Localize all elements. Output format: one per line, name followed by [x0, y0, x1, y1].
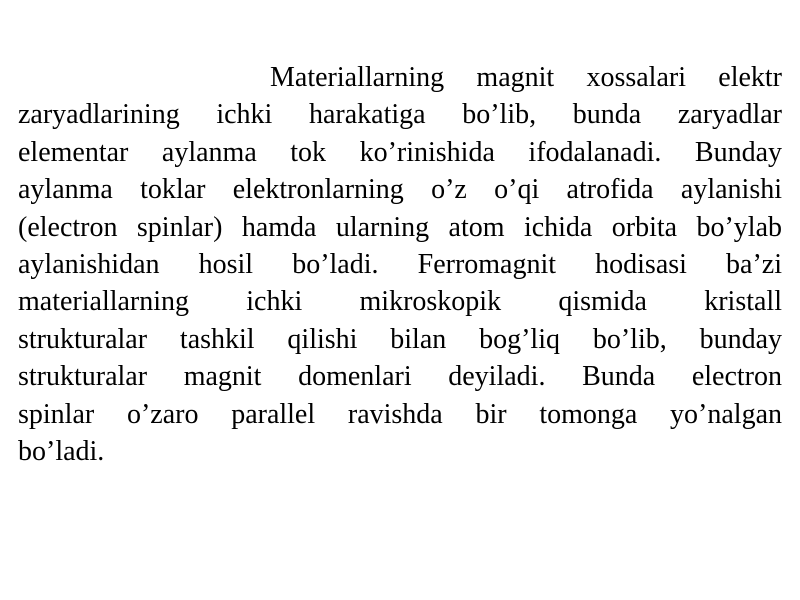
paragraph-line: elementar aylanma tok ko’rinishida ifodalanadi. Bunday — [18, 136, 782, 168]
paragraph-line: zaryadlarining ichki harakatiga bo’lib, bunda zaryadlar — [18, 99, 782, 131]
paragraph-line: aylanma toklar elektronlarning o’z o’qi atrofida aylanishi — [18, 174, 782, 206]
paragraph-line: (electron spinlar) hamda ularning atom ichida orbita bo’ylab — [18, 211, 782, 243]
paragraph-line: strukturalar magnit domenlari deyiladi. Bunda electron — [18, 361, 782, 393]
paragraph-line: aylanishidan hosil bo’ladi. Ferromagnit hodisasi ba’zi — [18, 248, 782, 280]
paragraph-line: bo’ladi. — [18, 435, 105, 467]
paragraph-line: Materiallarning magnit xossalari elektr — [270, 62, 782, 93]
paragraph-line: strukturalar tashkil qilishi bilan bog’liq bo’lib, bunday — [18, 323, 782, 355]
paragraph-line: materiallarning ichki mikroskopik qismida kristall — [18, 286, 782, 318]
paragraph — [18, 59, 782, 470]
paragraph-line: spinlar o’zaro parallel ravishda bir tomonga yo’nalgan — [18, 398, 782, 430]
